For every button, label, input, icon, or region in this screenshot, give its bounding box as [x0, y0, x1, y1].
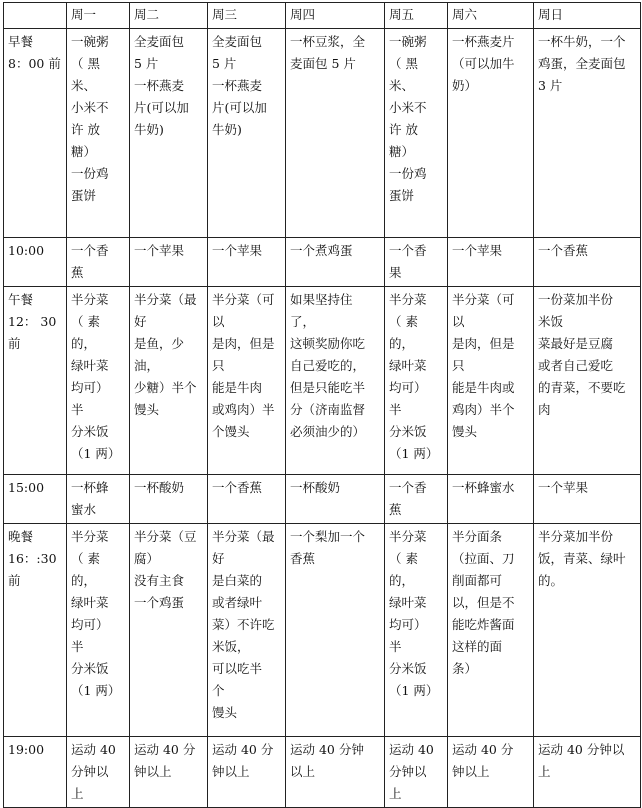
meal-cell-wednesday: 全麦面包 5 片 一杯燕麦 片(可以加 牛奶) — [208, 29, 286, 238]
meal-cell-thursday: 运动 40 分钟 以上 — [286, 737, 385, 808]
meal-cell-friday: 半分菜 （ 素 的， 绿叶菜 均可） 半 分米饭 （1 两） — [385, 524, 448, 737]
meal-cell-tuesday: 全麦面包 5 片 一杯燕麦 片(可以加 牛奶) — [130, 29, 208, 238]
dinner-row — [4, 524, 641, 737]
header-thursday: 周四 — [286, 3, 385, 29]
header-wednesday: 周三 — [208, 3, 286, 29]
snack-10-row — [4, 238, 641, 287]
meal-cell-wednesday: 一个香蕉 — [208, 475, 286, 524]
meal-cell-thursday: 如果坚持住 了， 这顿奖励你吃 自己爱吃的， 但是只能吃半 分（济南监督 必须油少的） — [286, 287, 385, 475]
meal-cell-friday: 一个香 蕉 — [385, 475, 448, 524]
time-cell: 早餐 8：00 前 — [4, 29, 67, 238]
meal-cell-monday: 半分菜 （ 素 的， 绿叶菜 均可） 半 分米饭 （1 两） — [67, 287, 130, 475]
header-row — [4, 3, 641, 29]
time-cell: 午餐 12： 30 前 — [4, 287, 67, 475]
meal-cell-sunday: 一个苹果 — [534, 475, 641, 524]
meal-cell-wednesday: 运动 40 分 钟以上 — [208, 737, 286, 808]
header-corner — [4, 3, 67, 29]
time-cell: 15:00 — [4, 475, 67, 524]
meal-cell-friday: 运动 40 分钟以 上 — [385, 737, 448, 808]
meal-cell-tuesday: 半分菜（最 好 是鱼，少 油， 少糖）半个 馒头 — [130, 287, 208, 475]
meal-plan-table — [3, 2, 641, 808]
time-cell: 19:00 — [4, 737, 67, 808]
meal-cell-tuesday: 运动 40 分 钟以上 — [130, 737, 208, 808]
header-tuesday: 周二 — [130, 3, 208, 29]
meal-cell-thursday: 一个梨加一个 香蕉 — [286, 524, 385, 737]
header-friday: 周五 — [385, 3, 448, 29]
exercise-row — [4, 737, 641, 808]
meal-cell-wednesday: 半分菜（最 好 是白菜的 或者绿叶 菜）不许吃 米饭， 可以吃半 个 馒头 — [208, 524, 286, 737]
breakfast-row — [4, 29, 641, 238]
meal-cell-friday: 一碗粥 （ 黑 米、 小米不 许 放 糖） 一份鸡 蛋饼 — [385, 29, 448, 238]
meal-cell-sunday: 半分菜加半份 饭，青菜、绿叶 的。 — [534, 524, 641, 737]
meal-cell-thursday: 一杯豆浆，全 麦面包 5 片 — [286, 29, 385, 238]
meal-cell-sunday: 运动 40 分钟以 上 — [534, 737, 641, 808]
meal-cell-saturday: 一个苹果 — [448, 238, 534, 287]
meal-cell-monday: 运动 40 分钟以 上 — [67, 737, 130, 808]
lunch-row — [4, 287, 641, 475]
snack-15-row — [4, 475, 641, 524]
time-cell: 10:00 — [4, 238, 67, 287]
meal-cell-wednesday: 一个苹果 — [208, 238, 286, 287]
meal-cell-tuesday: 半分菜（豆 腐） 没有主食 一个鸡蛋 — [130, 524, 208, 737]
time-cell: 晚餐 16：:30 前 — [4, 524, 67, 737]
header-saturday: 周六 — [448, 3, 534, 29]
meal-cell-saturday: 半分菜（可 以 是肉，但是 只 能是牛肉或 鸡肉）半个 馒头 — [448, 287, 534, 475]
meal-cell-tuesday: 一个苹果 — [130, 238, 208, 287]
meal-cell-saturday: 半分面条 （拉面、刀 削面都可 以，但是不 能吃炸酱面 这样的面 条） — [448, 524, 534, 737]
meal-cell-sunday: 一个香蕉 — [534, 238, 641, 287]
meal-cell-sunday: 一杯牛奶，一个 鸡蛋，全麦面包 3 片 — [534, 29, 641, 238]
meal-cell-saturday: 运动 40 分 钟以上 — [448, 737, 534, 808]
meal-cell-thursday: 一个煮鸡蛋 — [286, 238, 385, 287]
meal-cell-thursday: 一杯酸奶 — [286, 475, 385, 524]
header-sunday: 周日 — [534, 3, 641, 29]
meal-cell-friday: 半分菜 （ 素 的， 绿叶菜 均可） 半 分米饭 （1 两） — [385, 287, 448, 475]
meal-cell-wednesday: 半分菜（可 以 是肉，但是 只 能是牛肉 或鸡肉）半 个馒头 — [208, 287, 286, 475]
meal-cell-friday: 一个香 果 — [385, 238, 448, 287]
header-monday: 周一 — [67, 3, 130, 29]
meal-cell-saturday: 一杯蜂蜜水 — [448, 475, 534, 524]
meal-cell-saturday: 一杯燕麦片 （可以加牛 奶） — [448, 29, 534, 238]
meal-cell-monday: 一碗粥 （ 黑 米、 小米不 许 放 糖） 一份鸡 蛋饼 — [67, 29, 130, 238]
meal-cell-monday: 半分菜 （ 素 的， 绿叶菜 均可） 半 分米饭 （1 两） — [67, 524, 130, 737]
meal-cell-monday: 一杯蜂 蜜水 — [67, 475, 130, 524]
meal-cell-tuesday: 一杯酸奶 — [130, 475, 208, 524]
meal-cell-monday: 一个香 蕉 — [67, 238, 130, 287]
meal-cell-sunday: 一份菜加半份 米饭 菜最好是豆腐 或者自己爱吃 的青菜，不要吃 肉 — [534, 287, 641, 475]
